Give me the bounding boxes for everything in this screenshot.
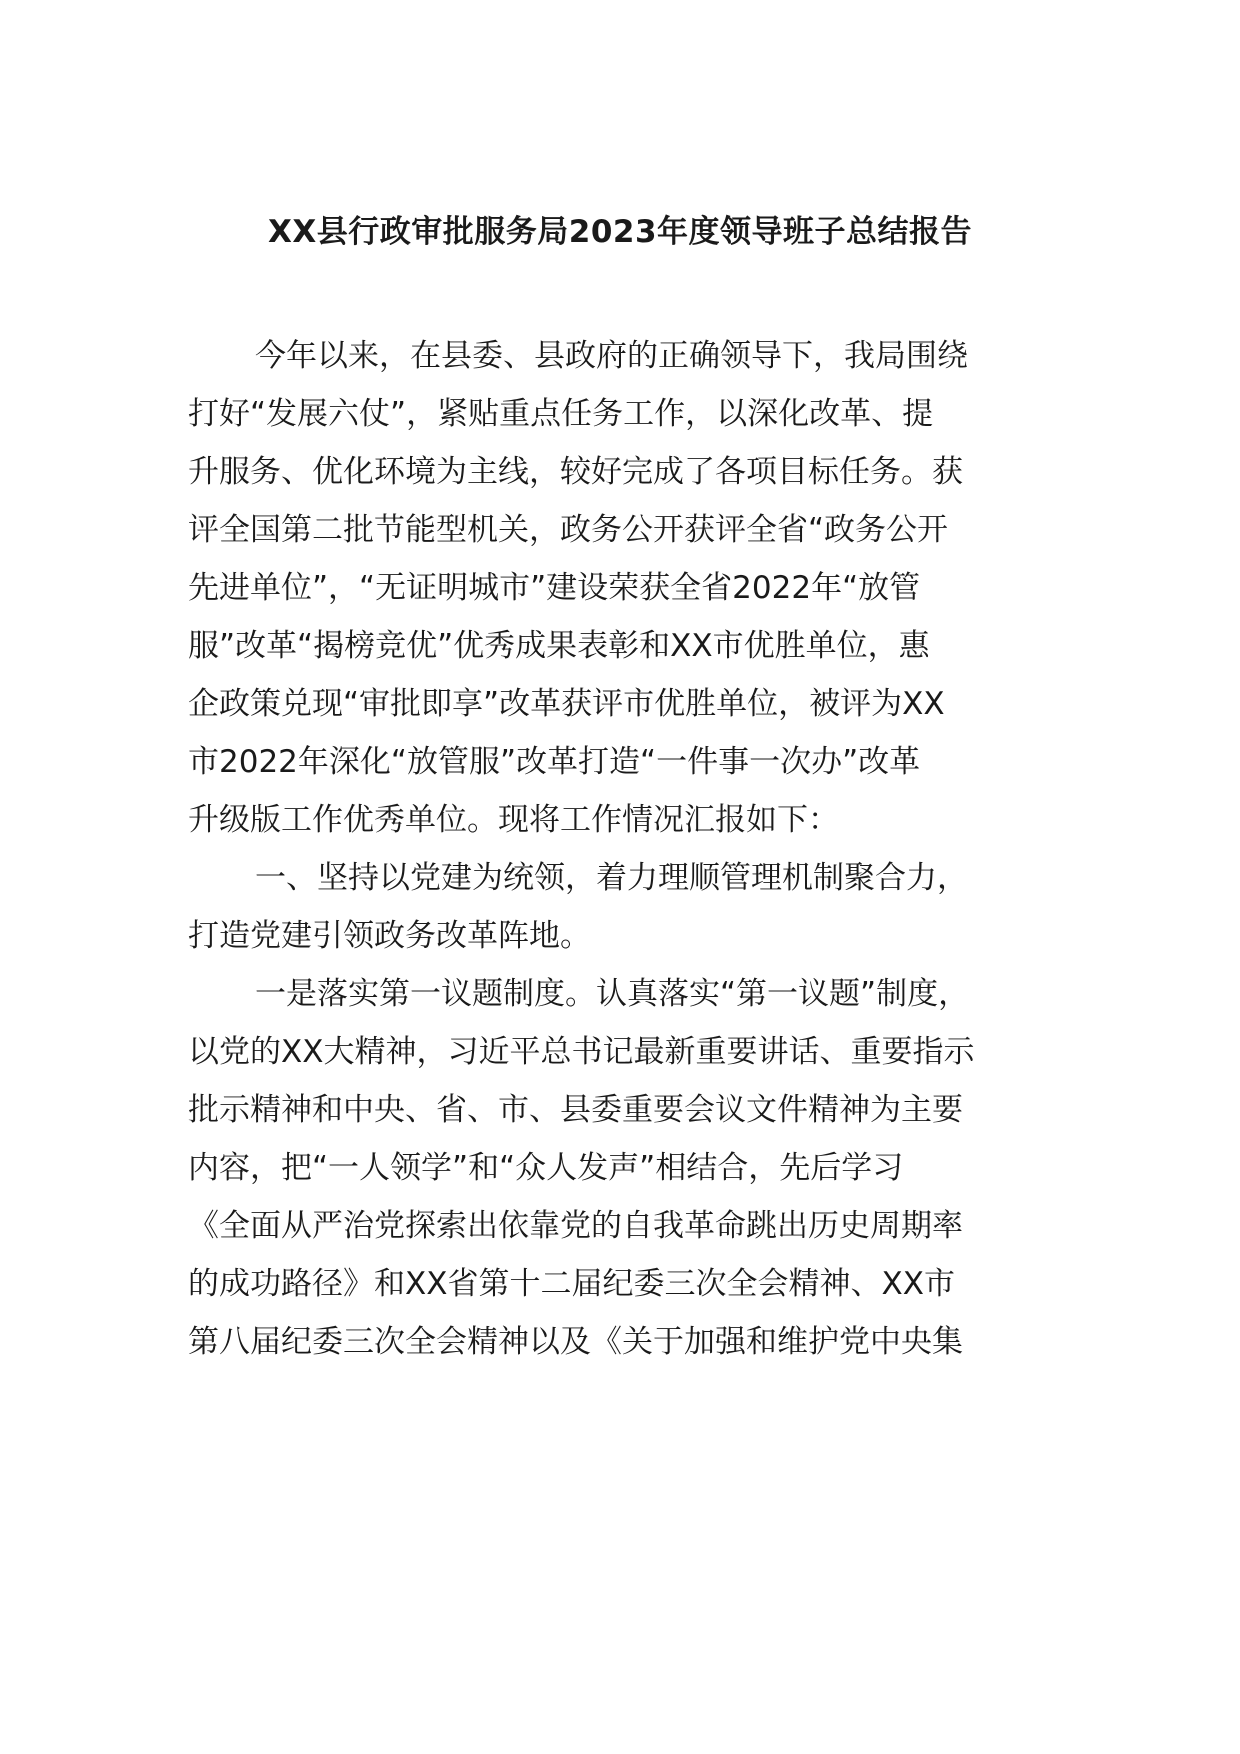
paragraph-line: 《全面从严治党探索出依靠党的自我革命跳出历史周期率 xyxy=(188,1208,963,1244)
paragraph-line: 内容，把“一人领学”和“众人发声”相结合，先后学习 xyxy=(188,1150,904,1186)
paragraph-line: 升服务、优化环境为主线，较好完成了各项目标任务。获 xyxy=(188,454,963,490)
paragraph-line: 服”改革“揭榜竞优”优秀成果表彰和XX市优胜单位，惠 xyxy=(188,628,930,664)
paragraph-line: 打好“发展六仗”，紧贴重点任务工作，以深化改革、提 xyxy=(188,396,934,432)
paragraph-line: 企政策兑现“审批即享”改革获评市优胜单位，被评为XX xyxy=(188,686,945,722)
paragraph-line: 升级版工作优秀单位。现将工作情况汇报如下： xyxy=(188,802,839,838)
paragraph-line: 今年以来，在县委、县政府的正确领导下，我局围绕 xyxy=(255,338,968,374)
paragraph-line: 评全国第二批节能型机关，政务公开获评全省“政务公开 xyxy=(188,512,949,548)
section-heading-line: 一、坚持以党建为统领，着力理顺管理机制聚合力， xyxy=(255,860,968,896)
section-heading-line: 打造党建引领政务改革阵地。 xyxy=(188,918,591,954)
paragraph-line: 以党的XX大精神，习近平总书记最新重要讲话、重要指示 xyxy=(188,1034,975,1070)
paragraph-line: 第八届纪委三次全会精神以及《关于加强和维护党中央集 xyxy=(188,1324,963,1360)
document-title: XX县行政审批服务局2023年度领导班子总结报告 xyxy=(267,214,973,250)
paragraph-line: 先进单位”，“无证明城市”建设荣获全省2022年“放管 xyxy=(188,570,921,606)
paragraph-line: 批示精神和中央、省、市、县委重要会议文件精神为主要 xyxy=(188,1092,963,1128)
paragraph-line: 市2022年深化“放管服”改革打造“一件事一次办”改革 xyxy=(188,744,921,780)
paragraph-line: 一是落实第一议题制度。认真落实“第一议题”制度， xyxy=(255,976,970,1012)
paragraph-line: 的成功路径》和XX省第十二届纪委三次全会精神、XX市 xyxy=(188,1266,955,1302)
